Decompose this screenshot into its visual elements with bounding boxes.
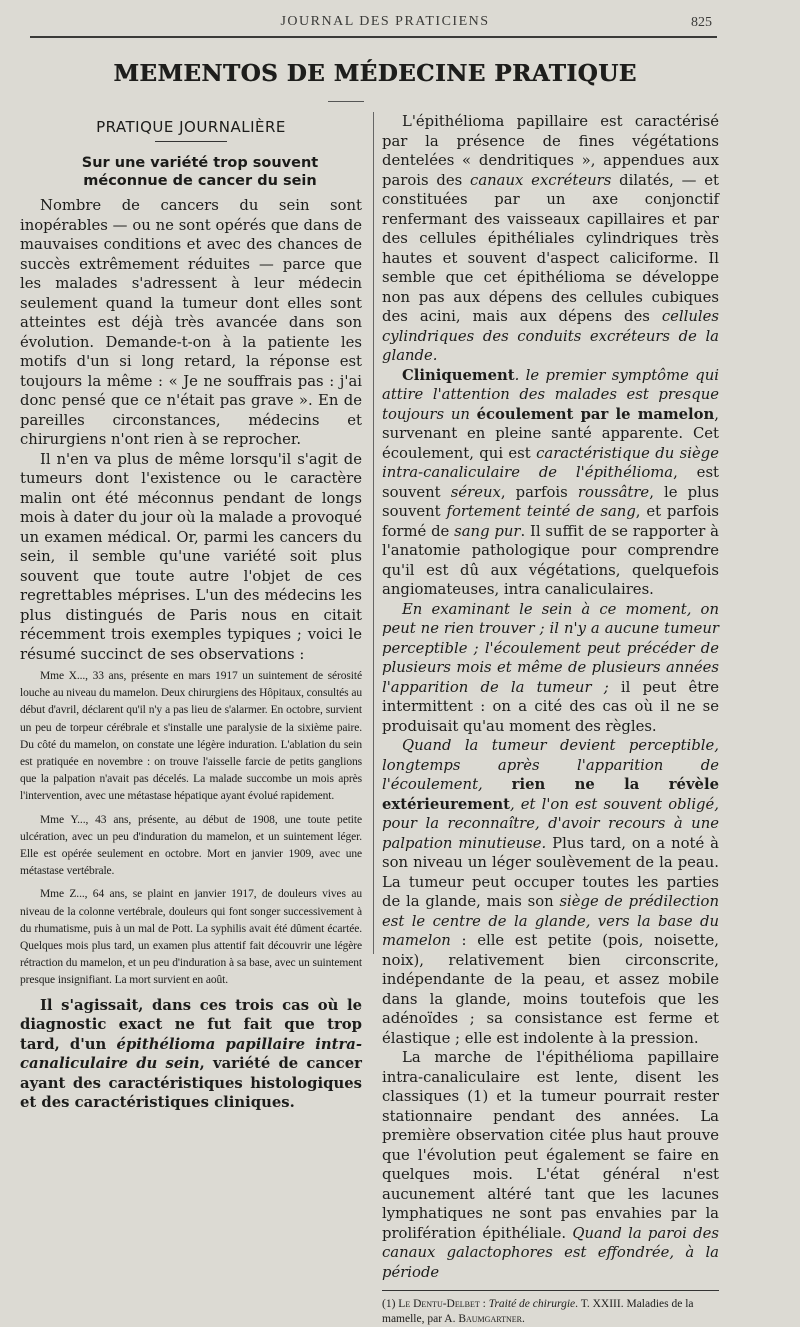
- clinical-bold-1: écoulement par le mamelon: [476, 405, 715, 423]
- paragraph-tumour: [382, 736, 719, 1048]
- histology-text: L'épithélioma papillaire est caractérisé par la présence de fines végétations dentelées « dendritiques », appendues aux parois des: [382, 113, 719, 189]
- clinical-text-6: . Il suffit de se rapporter à l'anatomie pathologique pour comprendre qu'il est dû aux végétations, quelquefois angiomateuses, intra canaliculaires.: [382, 522, 719, 598]
- tumour-em-3: siège de prédilection est le centre de la glande, vers la base du mamelon: [382, 893, 719, 949]
- course-text: La marche de l'épithélioma papillaire intra-canaliculaire est lente, disent les classiques (1) et la tumeur pourrait rester stationnaire pendant des années. La première observation citée plus haut prouve que l'évolution peut également se faire en quelques mois. L'état général n'est aucunement altéré tant que les lacunes lymphatiques ne sont pas envahies par la prolifération épithéliale.: [382, 1049, 719, 1242]
- footnote-text: . T. XXIII. Maladies de la mamelle, par A.: [382, 1298, 694, 1325]
- case-x: Mme X..., 33 ans, présente en mars 1917 un suintement de sérosité louche au niveau du mamelon. Deux chirurgiens des Hôpitaux, consultés au début d'avril, déclarent qu'il n'y a pas lieu de s'alarmer. En octobre, survient un peu de torpeur cérébrale et s'installe une paralysie de la sixième paire. Du côté du mamelon, on constate une légère induration. L'ablation du sein est pratiquée en novembre : on trouve l'aisselle farcie de petits ganglions que la palpation n'avait pas décelés. La malade succombe un mois après l'intervention, avec une métastase hépatique ayant évolué rapidement.: [20, 670, 362, 803]
- clinical-em-2: caractéristique du siège intra-canaliculaire de l'épithélioma: [382, 444, 719, 481]
- footnote-end: .: [521, 1313, 525, 1325]
- column-divider: [373, 112, 374, 954]
- histology-em-1: canaux excréteurs: [470, 171, 612, 189]
- paragraph-clinical: [382, 366, 719, 600]
- clinical-text-1: , survenant en pleine santé apparente. Cet écoulement, qui est: [382, 405, 719, 462]
- footnote-work: Traité de chirurgie: [488, 1298, 576, 1310]
- footnote-rule: [382, 1290, 719, 1291]
- clinical-text-2: , est souvent: [382, 464, 719, 501]
- title-rule: [328, 101, 364, 102]
- clinical-em-5: fortement teinté de sang: [446, 503, 636, 520]
- histology-em-2: cellules cylindriques des conduits excréteurs de la glande.: [382, 308, 719, 364]
- main-title: MEMENTOS DE MÉDECINE PRATIQUE: [113, 60, 637, 87]
- footnote-author-2: Baumgartner: [458, 1313, 522, 1325]
- clinical-text-5: , et parfois formé de: [382, 503, 719, 540]
- tumour-em-2: , et l'on est souvent obligé, pour la reconnaître, d'avoir recours à une palpation minutieuse.: [382, 795, 719, 852]
- footnote: [382, 1297, 719, 1327]
- paragraph-observations: Il n'en va plus de même lorsqu'il s'agit de tumeurs dont l'existence ou le caractère malin ont été méconnus pendant de longs mois à dater du jour où la malade a provoqué un examen médical. Or, parmi les cancers du sein, il semble qu'une variété soit plus souvent que toute autre l'objet de ces regrettables méprises. L'un des médecins les plus distingués de Paris nous en citait récemment trois exemples typiques ; voici le résumé succinct de ses observations :: [20, 450, 362, 663]
- diagnosis-term: épithélioma papillaire intra-canaliculaire du sein: [20, 1035, 362, 1073]
- case-z: Mme Z..., 64 ans, se plaint en janvier 1917, de douleurs vives au niveau de la colonne vertébrale, douleurs qui font songer successivement à du rhumatisme, puis à un mal de Pott. La syphilis avait été dûment écartée. Quelques mois plus tard, un examen plus attentif fait découvrir une légère rétraction du mamelon, et un peu d'induration à sa base, avec un suintement presque insignifiant. La mort survient en août.: [20, 888, 362, 987]
- clinical-em-6: sang pur: [454, 522, 521, 540]
- examination-em: En examinant le sein à ce moment, on peut ne rien trouver ; il n'y a aucune tumeur perceptible ; l'écoulement peut précéder de plusieurs mois et même de plusieurs années l'apparition de la tumeur ;: [382, 600, 719, 696]
- clinical-heading: Cliniquement: [402, 366, 515, 384]
- tumour-text-2: : elle est petite (pois, noisette, noix), relativement bien circonscrite, indépendante de la peau, et assez mobile dans la glande, moins toutefois que les adénoïdes ; sa consistance est ferme et élastique ; elle est indolente à la pression.: [382, 932, 719, 1047]
- journal-title: JOURNAL DES PRATICIENS: [280, 14, 490, 29]
- tumour-bold: rien ne la révèle extérieurement: [382, 776, 719, 813]
- paragraph-histology: [382, 112, 719, 366]
- paragraph-examination: [382, 600, 719, 737]
- case-y: Mme Y..., 43 ans, présente, au début de 1908, une toute petite ulcération, avec un peu d'induration du mamelon, et un suintement léger. Elle est opérée seulement en octobre. Mort en janvier 1909, avec une métastase vertébrale.: [20, 813, 362, 878]
- section-rule: [155, 141, 227, 142]
- header-rule: [30, 36, 717, 38]
- histology-text-2: dilatés, — et constituées par un axe conjonctif renfermant des vaisseaux capillaires et par des cellules épithéliales cylindriques très hautes et souvent d'aspect caliciforme. Il semble que cet épithélioma se développe non pas aux dépens des cellules cubiques des acini, mais aux dépens des: [382, 171, 719, 325]
- clinical-text-4: , le plus souvent: [382, 483, 719, 520]
- running-head: [30, 8, 800, 32]
- clinical-em-1: . le premier symptôme qui attire l'attention des malades est presque toujours un: [382, 366, 719, 423]
- right-column: [382, 112, 719, 1327]
- paragraph-course: [382, 1048, 719, 1282]
- clinical-em-4: roussâtre: [577, 483, 650, 501]
- diagnosis-text-end: , variété de cancer ayant des caractéristiques histologiques et des caractéristiques cliniques.: [20, 1055, 362, 1112]
- footnote-sep: :: [479, 1298, 489, 1310]
- footnote-author: Le Dentu-Delbet: [398, 1298, 480, 1310]
- tumour-text-1: Plus tard, on a noté à son niveau un léger soulèvement de la peau. La tumeur peut occuper toutes les parties de la glande, mais son: [382, 834, 719, 910]
- tumour-em-1: Quand la tumeur devient perceptible, longtemps après l'apparition de l'écoulement,: [382, 737, 719, 793]
- footnote-mark: (1): [382, 1298, 399, 1310]
- clinical-em-3: séreux: [450, 483, 501, 501]
- diagnosis-text: Il s'agissait, dans ces trois cas où le diagnostic exact ne fut fait que trop tard, d'un: [20, 996, 362, 1053]
- article-title: Sur une variété trop souvent méconnue de cancer du sein: [81, 155, 319, 189]
- section-heading: PRATIQUE JOURNALIÈRE: [96, 118, 286, 136]
- clinical-text-3: , parfois: [500, 483, 578, 501]
- page-number: 825: [691, 15, 712, 30]
- paragraph-intro: Nombre de cancers du sein sont inopérables — ou ne sont opérés que dans de mauvaises conditions et avec des chances de succès extrêmement réduites — parce que les malades s'adressent à leur médecin seulement quand la tumeur dont elles sont atteintes est déjà très avancée dans son évolution. Demande-t-on à la patiente les motifs d'un si long retard, la réponse est toujours la même : « Je ne souffrais pas : j'ai donc pensé que ce n'était pas grave ». En de pareilles circonstances, médecins et chirurgiens n'ont rien à se reprocher.: [20, 197, 362, 448]
- course-em: Quand la paroi des canaux galactophores est effondrée, à la période: [382, 1224, 719, 1281]
- left-column: [20, 112, 362, 1113]
- paragraph-diagnosis: [20, 996, 362, 1113]
- examination-text: il peut être intermittent : on a cité des cas où il ne se produisait qu'au moment des règles.: [382, 678, 719, 735]
